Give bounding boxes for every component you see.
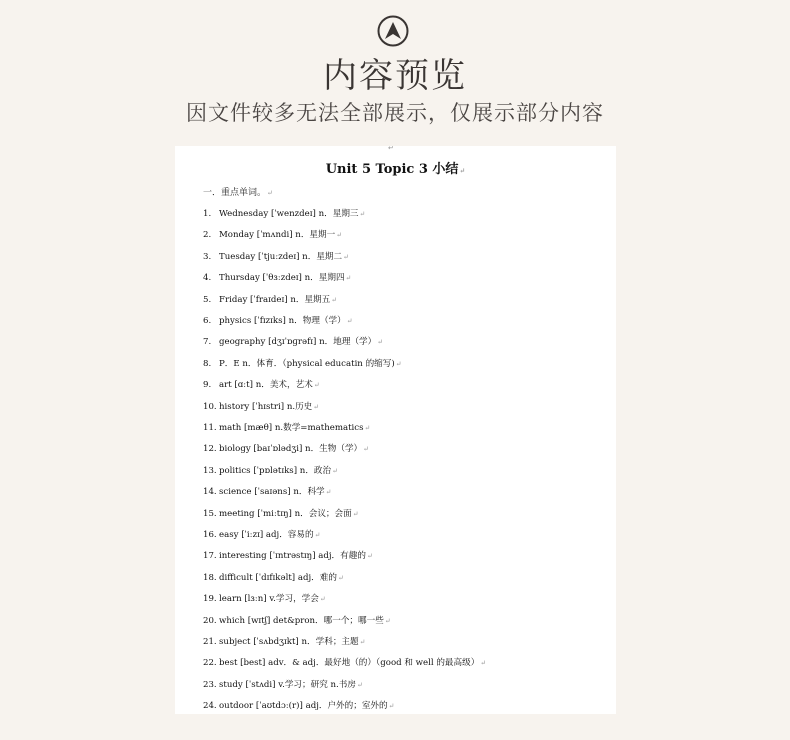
list-item: [203, 442, 369, 454]
list-item: [203, 357, 402, 369]
list-item-text: learn [lɜːn] v.学习，学会: [219, 594, 319, 605]
paragraph-mark: ↵: [336, 231, 343, 240]
paragraph-mark: ↵: [319, 595, 326, 604]
paragraph-mark: ↵: [388, 702, 395, 711]
list-item-number: 10.: [203, 401, 217, 412]
list-item-text: interesting [ˈɪntrəstɪŋ] adj．有趣的: [219, 551, 366, 562]
list-item-number: 2.: [203, 230, 212, 241]
paragraph-mark: ↵: [363, 445, 370, 454]
list-item-text: Tuesday [ˈtjuːzdeɪ] n．星期二: [219, 251, 343, 262]
list-item-text: outdoor [ˈaʊtdɔː(r)] adj．户外的；室外的: [219, 701, 388, 712]
paragraph-mark: ↵: [332, 466, 338, 475]
list-item-number: 7.: [203, 337, 212, 348]
paragraph-mark: ↵: [313, 402, 320, 411]
list-item-text: biology [baɪˈɒlədʒi] n．生物（学）: [219, 444, 363, 455]
list-item-text: which [wɪtʃ] det&pron．哪一个；哪一些: [219, 615, 384, 626]
list-item-text: Wednesday [ˈwenzdeɪ] n．星期三: [219, 209, 359, 219]
list-item: [203, 293, 337, 305]
list-item: [203, 571, 344, 583]
list-item: [203, 678, 363, 690]
list-item-number: 14.: [203, 487, 217, 498]
list-item-number: 4.: [203, 273, 212, 284]
paragraph-mark: ↵: [313, 381, 320, 390]
list-item: [203, 656, 486, 668]
list-item-number: 18.: [203, 572, 217, 583]
logo-up-arrow-icon: [377, 15, 409, 47]
paragraph-mark: ↵: [384, 616, 391, 625]
list-item-number: 8.: [203, 358, 212, 369]
list-item-text: meeting [ˈmiːtɪŋ] n．会议；会面: [219, 508, 352, 519]
list-item: [203, 271, 351, 283]
list-item-text: history [ˈhɪstri] n.历史: [219, 401, 313, 412]
list-item-text: easy [ˈiːzɪ] adj．容易的: [219, 530, 314, 540]
list-item-text: politics [ˈpɒlətɪks] n．政治: [219, 465, 332, 476]
list-item-text: P．E n．体育．（physical educatin 的缩写): [219, 358, 395, 369]
list-item-number: 5.: [203, 294, 212, 305]
list-item-number: 24.: [203, 701, 217, 712]
paragraph-mark: ↵: [359, 210, 366, 218]
paragraph-mark: ↵: [345, 274, 352, 283]
paragraph-mark: ↵: [388, 146, 394, 152]
list-item-number: 9.: [203, 380, 212, 391]
list-item-text: art [ɑːt] n．美术，艺术: [219, 380, 313, 391]
list-item-text: geography [dʒɪˈɒɡrəfɪ] n．地理（学）: [219, 337, 377, 348]
list-item-number: 1.: [203, 209, 212, 219]
list-item-number: 15.: [203, 508, 217, 519]
list-item-number: 17.: [203, 551, 217, 562]
list-item-text: science [ˈsaɪəns] n．科学: [219, 487, 325, 498]
list-item-text: Thursday [ˈθɜːzdeɪ] n．星期四: [219, 273, 345, 284]
list-item: [203, 528, 320, 540]
list-item-number: 23.: [203, 679, 217, 690]
list-item: [203, 614, 391, 626]
list-item-text: difficult [ˈdɪfɪkəlt] adj．难的: [219, 572, 337, 583]
list-item-number: 21.: [203, 637, 217, 647]
list-item-text: best [best] adv．& adj．最好地（的）（good 和 well 的最高级）: [219, 658, 480, 669]
list-item-number: 20.: [203, 615, 217, 626]
document-preview: [175, 146, 616, 714]
page-subtitle: 因文件较多无法全部展示，仅展示部分内容: [186, 101, 604, 125]
list-item: [203, 314, 353, 326]
paragraph-mark: ↵: [346, 317, 353, 325]
list-item-text: Monday [ˈmʌndi] n．星期一: [219, 230, 336, 241]
list-item: [203, 378, 320, 390]
list-item-number: 11.: [203, 423, 217, 433]
list-item: [203, 421, 370, 433]
paragraph-mark: ↵: [480, 659, 487, 668]
paragraph-mark: ↵: [377, 338, 384, 347]
paragraph-mark: ↵: [337, 573, 344, 582]
list-item: [203, 400, 319, 412]
list-item: [203, 485, 332, 497]
list-item-text: study [ˈstʌdi] v.学习；研究 n.书房: [219, 679, 356, 690]
list-item-number: 6.: [203, 316, 212, 326]
list-item-text: math [mæθ] n.数学=mathematics: [219, 423, 364, 433]
list-item: [203, 207, 365, 219]
list-item: [203, 228, 342, 240]
paragraph-mark: ↵: [364, 424, 371, 432]
list-item-number: 16.: [203, 530, 217, 540]
list-item: [203, 699, 395, 711]
list-item: [203, 635, 366, 647]
list-item: [203, 592, 326, 604]
list-item: [203, 250, 349, 262]
list-item-number: 12.: [203, 444, 217, 455]
paragraph-mark: ↵: [395, 359, 402, 368]
paragraph-mark: ↵: [325, 488, 332, 497]
paragraph-mark: ↵: [343, 252, 349, 261]
list-item: [203, 335, 383, 347]
list-item-number: 19.: [203, 594, 217, 605]
paragraph-mark: ↵: [352, 509, 359, 518]
list-item: [203, 464, 338, 476]
section-heading: 一．重点单词。↵: [203, 188, 273, 198]
page-title: 内容预览: [323, 56, 467, 96]
document-title: Unit 5 Topic 3 小结↵: [325, 162, 466, 177]
paragraph-mark: ↵: [314, 531, 321, 539]
list-item-text: subject [ˈsʌbdʒɪkt] n．学科；主题: [219, 637, 359, 647]
paragraph-mark: ↵: [359, 638, 366, 646]
list-item-number: 22.: [203, 658, 217, 669]
list-item-text: physics [ˈfɪzɪks] n．物理（学）: [219, 316, 346, 326]
list-item-number: 3.: [203, 251, 212, 262]
list-item: [203, 507, 359, 519]
list-item-text: Friday [ˈfraɪdeɪ] n．星期五: [219, 294, 331, 305]
list-item-number: 13.: [203, 465, 217, 476]
list-item: [203, 549, 373, 561]
paragraph-mark: ↵: [356, 680, 363, 689]
paragraph-mark: ↵: [366, 552, 373, 561]
paragraph-mark: ↵: [331, 295, 338, 304]
